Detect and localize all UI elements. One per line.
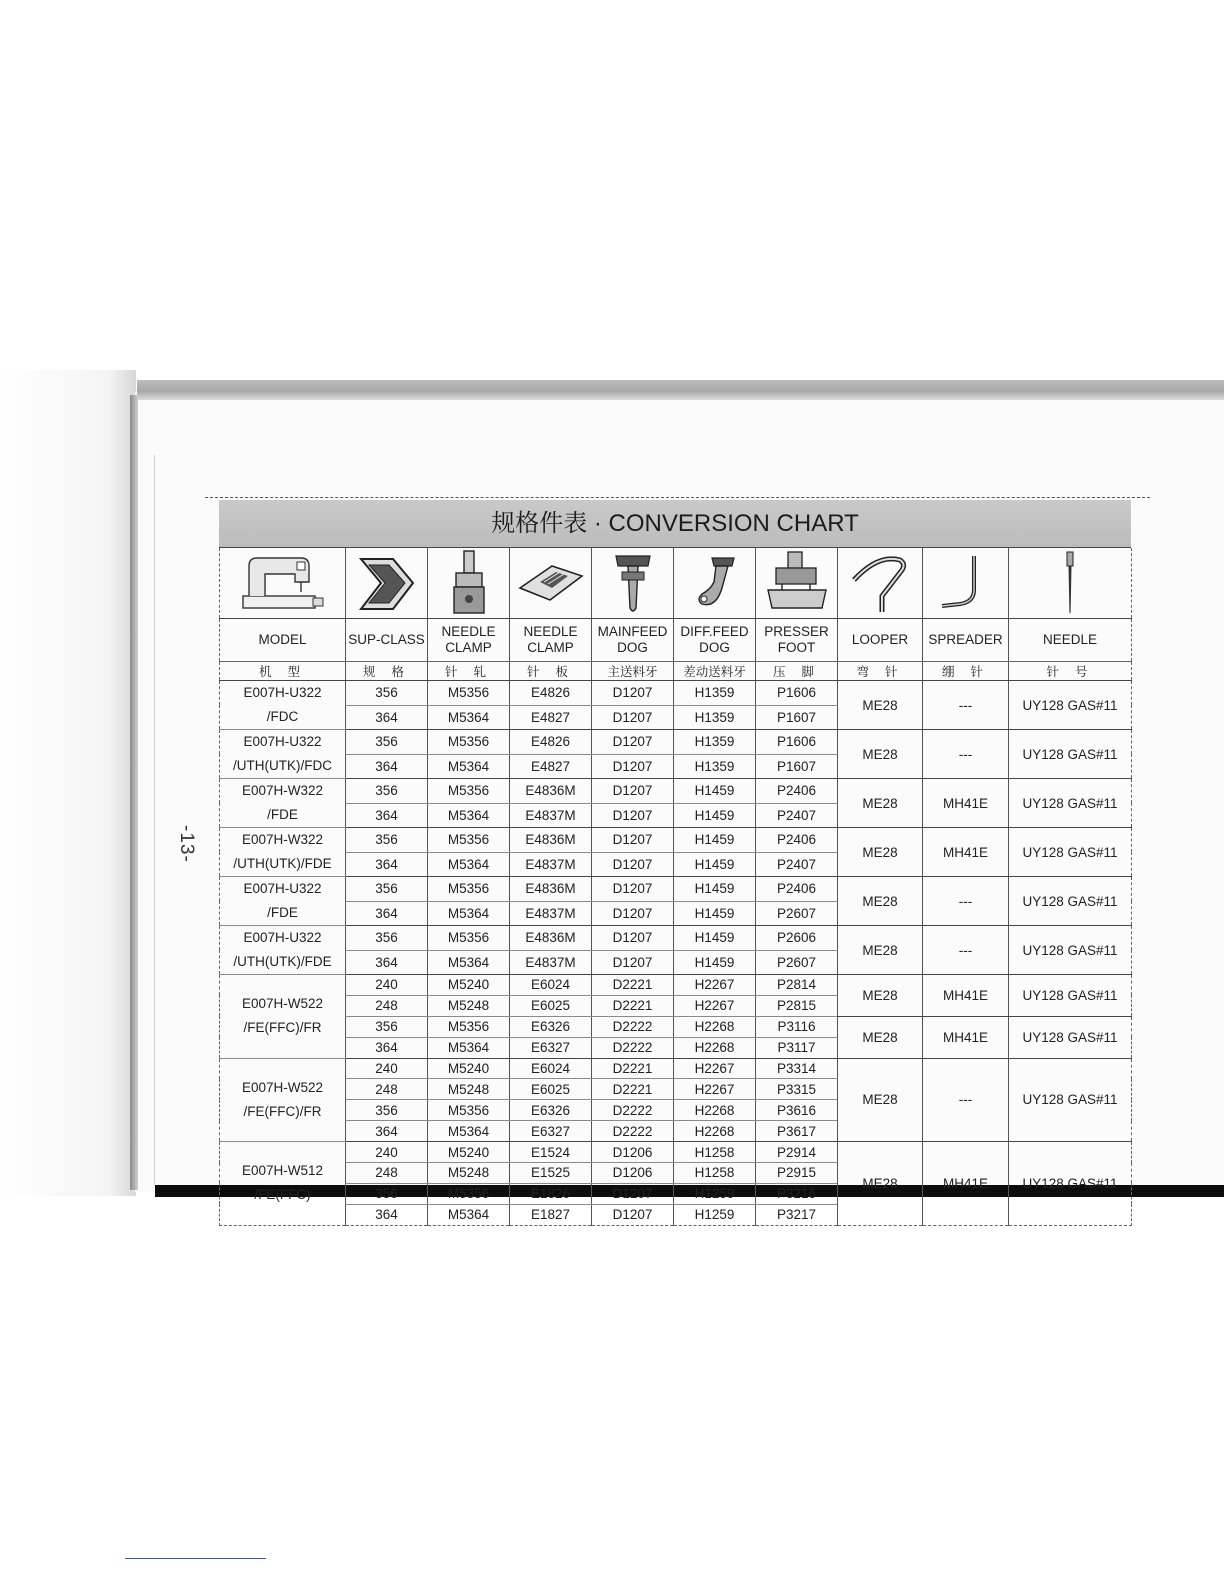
mainfeed-dog-cell: D1207 — [592, 828, 674, 853]
sup-class-cell: 240 — [346, 1058, 428, 1079]
spreader-cell: --- — [923, 1058, 1009, 1142]
model-cell: E007H-U322 /UTH(UTK)/FDC — [220, 730, 346, 779]
looper-cell: ME28 — [838, 681, 923, 730]
table-row — [220, 730, 1132, 755]
spreader-cell: MH41E — [923, 1142, 1009, 1226]
header-cn-looper: 弯 针 — [838, 662, 923, 681]
mainfeed-dog-cell: D2221 — [592, 975, 674, 996]
needle-clamp-icon — [444, 549, 494, 617]
footer-underline — [125, 1558, 266, 1559]
needle-plate-cell: E1525 — [510, 1163, 592, 1184]
needle-plate-cell: E4837M — [510, 901, 592, 926]
presser-foot-cell: P2406 — [756, 828, 838, 853]
diff-feed-dog-cell: H1459 — [674, 803, 756, 828]
sup-class-cell: 364 — [346, 1037, 428, 1058]
needle-cell: UY128 GAS#11 — [1009, 926, 1132, 975]
table-row — [220, 1058, 1132, 1079]
mainfeed-dog-cell: D1207 — [592, 901, 674, 926]
spreader-cell: --- — [923, 681, 1009, 730]
header-cn-sup-class: 规 格 — [346, 662, 428, 681]
sup-class-cell: 356 — [346, 926, 428, 951]
presser-foot-cell: P3314 — [756, 1058, 838, 1079]
needle-plate-cell: E4827 — [510, 705, 592, 730]
sup-class-cell: 356 — [346, 779, 428, 804]
header-cn-diff-feed-dog: 差动送料牙 — [674, 662, 756, 681]
diff-feed-dog-cell: H1459 — [674, 828, 756, 853]
needle-plate-cell: E4827 — [510, 754, 592, 779]
sup-class-cell: 364 — [346, 803, 428, 828]
sup-class-cell: 356 — [346, 1100, 428, 1121]
needle-plate-cell: E1826 — [510, 1183, 592, 1204]
header-presser-foot: PRESSER FOOT — [756, 619, 838, 662]
mainfeed-dog-cell: D1207 — [592, 779, 674, 804]
header-row-chinese — [220, 662, 1132, 681]
table-row — [220, 926, 1132, 951]
presser-foot-icon-cell — [756, 548, 838, 619]
header-needle-plate: NEEDLE CLAMP — [510, 619, 592, 662]
needle-plate-cell: E6024 — [510, 1058, 592, 1079]
needle-clamp-cell: M5364 — [428, 754, 510, 779]
needle-plate-cell: E4836M — [510, 877, 592, 902]
presser-foot-cell: P1606 — [756, 730, 838, 755]
needle-cell: UY128 GAS#11 — [1009, 1058, 1132, 1142]
mainfeed-dog-cell: D1207 — [592, 1183, 674, 1204]
header-model: MODEL — [220, 619, 346, 662]
needle-clamp-cell: M5364 — [428, 901, 510, 926]
page-number: -13- — [176, 825, 197, 863]
sup-class-cell: 356 — [346, 730, 428, 755]
needle-plate-icon — [516, 558, 586, 608]
looper-icon — [848, 550, 912, 616]
needle-clamp-cell: M5356 — [428, 1100, 510, 1121]
looper-cell: ME28 — [838, 730, 923, 779]
conversion-chart — [219, 500, 1131, 1223]
table-row — [220, 975, 1132, 996]
header-row — [220, 619, 1132, 662]
needle-clamp-cell: M5364 — [428, 1037, 510, 1058]
presser-foot-cell: P3117 — [756, 1037, 838, 1058]
needle-plate-cell: E4836M — [510, 926, 592, 951]
diff-feed-dog-cell: H1359 — [674, 705, 756, 730]
sup-class-cell: 364 — [346, 901, 428, 926]
header-cn-model: 机 型 — [220, 662, 346, 681]
conversion-table — [219, 548, 1132, 1226]
sup-class-cell: 364 — [346, 852, 428, 877]
spreader-cell: MH41E — [923, 779, 1009, 828]
sup-class-cell: 364 — [346, 705, 428, 730]
presser-foot-cell: P2915 — [756, 1163, 838, 1184]
sup-class-cell: 240 — [346, 975, 428, 996]
diff-feed-dog-cell: H1459 — [674, 926, 756, 951]
needle-clamp-cell: M5240 — [428, 1058, 510, 1079]
mainfeed-dog-cell: D1207 — [592, 877, 674, 902]
needle-plate-cell: E1827 — [510, 1204, 592, 1225]
chart-title: 规格件表 · CONVERSION CHART — [219, 500, 1131, 548]
sup-class-cell: 356 — [346, 877, 428, 902]
model-icon-cell — [220, 548, 346, 619]
diff-feed-dog-cell: H2267 — [674, 995, 756, 1016]
sup-class-cell: 364 — [346, 754, 428, 779]
sup-class-cell: 356 — [346, 1016, 428, 1037]
needle-clamp-cell: M5356 — [428, 926, 510, 951]
main-feed-dog-icon — [608, 550, 658, 616]
spreader-cell: --- — [923, 730, 1009, 779]
header-sup-class: SUP-CLASS — [346, 619, 428, 662]
needle-clamp-cell: M5364 — [428, 1121, 510, 1142]
mainfeed-dog-cell: D1207 — [592, 950, 674, 975]
needle-clamp-cell: M5364 — [428, 803, 510, 828]
needle-cell: UY128 GAS#11 — [1009, 828, 1132, 877]
diff-feed-dog-icon — [688, 552, 742, 614]
diff-feed-dog-cell: H1459 — [674, 950, 756, 975]
diff-feed-dog-cell: H1258 — [674, 1163, 756, 1184]
header-mainfeed-dog: MAINFEED DOG — [592, 619, 674, 662]
mainfeed-dog-cell: D1206 — [592, 1142, 674, 1163]
model-cell: E007H-U322 /UTH(UTK)/FDE — [220, 926, 346, 975]
header-cn-spreader: 绷 针 — [923, 662, 1009, 681]
needle-plate-cell: E4826 — [510, 681, 592, 706]
diff-feed-dog-cell: H1459 — [674, 901, 756, 926]
needle-clamp-cell: M5356 — [428, 730, 510, 755]
mainfeed-dog-cell: D1207 — [592, 730, 674, 755]
needle-cell: UY128 GAS#11 — [1009, 877, 1132, 926]
mainfeed-dog-cell: D1207 — [592, 705, 674, 730]
looper-cell: ME28 — [838, 1058, 923, 1142]
mainfeed-dog-cell: D1206 — [592, 1163, 674, 1184]
needle-clamp-cell: M5356 — [428, 779, 510, 804]
presser-foot-cell: P3616 — [756, 1100, 838, 1121]
needle-plate-cell: E6025 — [510, 1079, 592, 1100]
spreader-icon-cell — [923, 548, 1009, 619]
sup-class-cell: 248 — [346, 1163, 428, 1184]
table-row — [220, 681, 1132, 706]
table-row — [220, 877, 1132, 902]
diff-feed-dog-icon-cell — [674, 548, 756, 619]
looper-cell: ME28 — [838, 779, 923, 828]
model-cell: E007H-W512 /FE(FFC) — [220, 1142, 346, 1226]
header-cn-needle-clamp: 针 轧 — [428, 662, 510, 681]
sup-class-cell: 240 — [346, 1142, 428, 1163]
table-row — [220, 1016, 1132, 1037]
needle-clamp-cell: M5364 — [428, 1204, 510, 1225]
needle-plate-cell: E6326 — [510, 1016, 592, 1037]
looper-cell: ME28 — [838, 1142, 923, 1226]
header-needle-clamp: NEEDLE CLAMP — [428, 619, 510, 662]
mainfeed-dog-cell: D2222 — [592, 1121, 674, 1142]
sup-class-cell: 364 — [346, 1204, 428, 1225]
diff-feed-dog-cell: H1258 — [674, 1142, 756, 1163]
presser-foot-cell: P3116 — [756, 1016, 838, 1037]
needle-clamp-cell: M5356 — [428, 828, 510, 853]
header-diff-feed-dog: DIFF.FEED DOG — [674, 619, 756, 662]
diff-feed-dog-cell: H1459 — [674, 779, 756, 804]
spreader-cell: --- — [923, 926, 1009, 975]
model-cell: E007H-W522 /FE(FFC)/FR — [220, 1058, 346, 1142]
needle-cell: UY128 GAS#11 — [1009, 730, 1132, 779]
mainfeed-dog-cell: D2222 — [592, 1100, 674, 1121]
presser-foot-cell: P2407 — [756, 852, 838, 877]
model-cell: E007H-W322 /FDE — [220, 779, 346, 828]
presser-foot-cell: P1607 — [756, 754, 838, 779]
needle-cell: UY128 GAS#11 — [1009, 681, 1132, 730]
looper-cell: ME28 — [838, 975, 923, 1017]
presser-foot-cell: P1606 — [756, 681, 838, 706]
needle-plate-cell: E6327 — [510, 1121, 592, 1142]
needle-clamp-cell: M5248 — [428, 995, 510, 1016]
needle-clamp-cell: M5240 — [428, 975, 510, 996]
sup-class-cell: 364 — [346, 1121, 428, 1142]
needle-plate-cell: E4836M — [510, 779, 592, 804]
diff-feed-dog-cell: H1359 — [674, 681, 756, 706]
needle-cell: UY128 GAS#11 — [1009, 779, 1132, 828]
mainfeed-dog-cell: D2221 — [592, 1079, 674, 1100]
cut-line — [205, 497, 1150, 498]
header-looper: LOOPER — [838, 619, 923, 662]
presser-foot-cell: P2406 — [756, 779, 838, 804]
diff-feed-dog-cell: H1459 — [674, 852, 756, 877]
needle-cell: UY128 GAS#11 — [1009, 975, 1132, 1017]
binding-shadow — [130, 395, 138, 1190]
needle-plate-cell: E4837M — [510, 852, 592, 877]
sup-class-cell: 356 — [346, 828, 428, 853]
icon-row — [220, 548, 1132, 619]
sup-class-cell: 364 — [346, 950, 428, 975]
needle-plate-cell: E6327 — [510, 1037, 592, 1058]
presser-foot-cell: P3315 — [756, 1079, 838, 1100]
spreader-cell: MH41E — [923, 1016, 1009, 1058]
model-cell: E007H-W522 /FE(FFC)/FR — [220, 975, 346, 1059]
mainfeed-dog-cell: D1207 — [592, 1204, 674, 1225]
sup-class-icon-cell — [346, 548, 428, 619]
sup-class-cell: 248 — [346, 995, 428, 1016]
mainfeed-dog-cell: D2221 — [592, 1058, 674, 1079]
needle-plate-cell: E4837M — [510, 803, 592, 828]
presser-foot-cell: P2606 — [756, 926, 838, 951]
header-cn-mainfeed-dog: 主送料牙 — [592, 662, 674, 681]
needle-clamp-cell: M5356 — [428, 681, 510, 706]
diff-feed-dog-cell: H2268 — [674, 1100, 756, 1121]
needle-clamp-cell: M5248 — [428, 1163, 510, 1184]
needle-clamp-cell: M5356 — [428, 1016, 510, 1037]
diff-feed-dog-cell: H1359 — [674, 754, 756, 779]
spreader-cell: MH41E — [923, 828, 1009, 877]
mainfeed-dog-cell: D2222 — [592, 1037, 674, 1058]
presser-foot-cell: P3617 — [756, 1121, 838, 1142]
needle-cell: UY128 GAS#11 — [1009, 1016, 1132, 1058]
diff-feed-dog-cell: H1359 — [674, 730, 756, 755]
mainfeed-dog-cell: D1207 — [592, 926, 674, 951]
sup-class-cell: 356 — [346, 681, 428, 706]
model-cell: E007H-U322 /FDE — [220, 877, 346, 926]
header-spreader: SPREADER — [923, 619, 1009, 662]
mainfeed-dog-icon-cell — [592, 548, 674, 619]
diff-feed-dog-cell: H1259 — [674, 1204, 756, 1225]
needle-clamp-cell: M5248 — [428, 1079, 510, 1100]
looper-icon-cell — [838, 548, 923, 619]
diff-feed-dog-cell: H1459 — [674, 877, 756, 902]
mainfeed-dog-cell: D1207 — [592, 803, 674, 828]
presser-foot-cell: P2406 — [756, 877, 838, 902]
presser-foot-cell: P1607 — [756, 705, 838, 730]
presser-foot-cell: P2914 — [756, 1142, 838, 1163]
sup-class-plate-icon — [355, 551, 419, 615]
model-cell: E007H-W322 /UTH(UTK)/FDE — [220, 828, 346, 877]
diff-feed-dog-cell: H2267 — [674, 975, 756, 996]
needle-clamp-cell: M5240 — [428, 1142, 510, 1163]
needle-icon — [1060, 550, 1080, 616]
presser-foot-cell: P2407 — [756, 803, 838, 828]
header-cn-needle: 针 号 — [1009, 662, 1132, 681]
presser-foot-cell: P3216 — [756, 1183, 838, 1204]
looper-cell: ME28 — [838, 877, 923, 926]
needle-clamp-cell: M5364 — [428, 705, 510, 730]
needle-plate-cell: E4826 — [510, 730, 592, 755]
mainfeed-dog-cell: D1207 — [592, 754, 674, 779]
presser-foot-cell: P2814 — [756, 975, 838, 996]
sup-class-cell: 356 — [346, 1183, 428, 1204]
page-top-edge-shadow — [137, 380, 1224, 400]
table-row — [220, 828, 1132, 853]
spreader-cell: MH41E — [923, 975, 1009, 1017]
scan-left-margin — [0, 370, 136, 1196]
presser-foot-cell: P3217 — [756, 1204, 838, 1225]
diff-feed-dog-cell: H2267 — [674, 1058, 756, 1079]
needle-clamp-cell: M5356 — [428, 1183, 510, 1204]
diff-feed-dog-cell: H1259 — [674, 1183, 756, 1204]
needle-cell: UY128 GAS#11 — [1009, 1142, 1132, 1226]
table-row — [220, 779, 1132, 804]
needle-plate-cell: E4837M — [510, 950, 592, 975]
spreader-cell: --- — [923, 877, 1009, 926]
needle-plate-cell: E1524 — [510, 1142, 592, 1163]
needle-plate-cell: E4836M — [510, 828, 592, 853]
presser-foot-cell: P2815 — [756, 995, 838, 1016]
mainfeed-dog-cell: D1207 — [592, 852, 674, 877]
diff-feed-dog-cell: H2268 — [674, 1121, 756, 1142]
needle-plate-cell: E6025 — [510, 995, 592, 1016]
presser-foot-icon — [762, 550, 832, 616]
looper-cell: ME28 — [838, 1016, 923, 1058]
diff-feed-dog-cell: H2267 — [674, 1079, 756, 1100]
mainfeed-dog-cell: D1207 — [592, 681, 674, 706]
presser-foot-cell: P2607 — [756, 950, 838, 975]
looper-cell: ME28 — [838, 828, 923, 877]
spreader-icon — [936, 550, 996, 616]
diff-feed-dog-cell: H2268 — [674, 1037, 756, 1058]
needle-clamp-cell: M5364 — [428, 852, 510, 877]
presser-foot-cell: P2607 — [756, 901, 838, 926]
looper-cell: ME28 — [838, 926, 923, 975]
needle-plate-cell: E6024 — [510, 975, 592, 996]
needle-plate-icon-cell — [510, 548, 592, 619]
mainfeed-dog-cell: D2222 — [592, 1016, 674, 1037]
needle-clamp-cell: M5364 — [428, 950, 510, 975]
margin-line — [154, 455, 155, 1185]
diff-feed-dog-cell: H2268 — [674, 1016, 756, 1037]
model-cell: E007H-U322 /FDC — [220, 681, 346, 730]
sewing-machine-icon — [239, 552, 327, 614]
table-row — [220, 1142, 1132, 1163]
needle-clamp-cell: M5356 — [428, 877, 510, 902]
needle-plate-cell: E6326 — [510, 1100, 592, 1121]
header-needle: NEEDLE — [1009, 619, 1132, 662]
mainfeed-dog-cell: D2221 — [592, 995, 674, 1016]
header-cn-needle-plate: 针 板 — [510, 662, 592, 681]
header-cn-presser-foot: 压 脚 — [756, 662, 838, 681]
sup-class-cell: 248 — [346, 1079, 428, 1100]
needle-clamp-icon-cell — [428, 548, 510, 619]
needle-icon-cell — [1009, 548, 1132, 619]
